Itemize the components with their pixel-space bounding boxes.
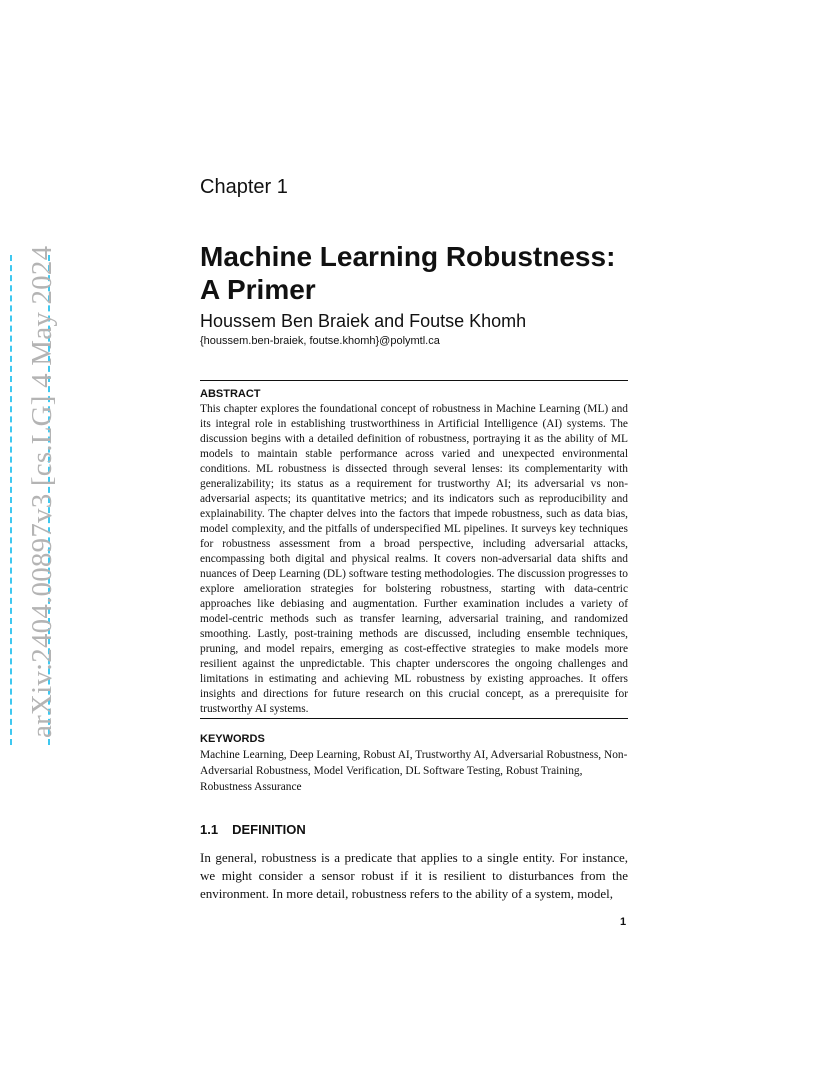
paper-title-line-1: Machine Learning Robustness:	[200, 241, 616, 272]
abstract-bottom-rule	[200, 718, 628, 719]
page-number: 1	[620, 916, 627, 928]
keywords-heading: KEYWORDS	[200, 733, 265, 745]
section-heading	[200, 822, 306, 837]
section-body-text: In general, robustness is a predicate that applies to a single entity. For instance, we might consider a sensor robust if it is resilient to disturbances from the environment. In more detail, robustness refers to the ability of a system, model,	[200, 850, 628, 901]
authors: Houssem Ben Braiek and Foutse Khomh	[200, 311, 527, 331]
keywords-text: Machine Learning, Deep Learning, Robust AI, Trustworthy AI, Adversarial Robustness, Non-Adversarial Robustness, Model Verification, DL Software Testing, Robust Training, Robustness Assurance	[200, 749, 628, 793]
paper-title-line-2: A Primer	[200, 274, 316, 305]
paper-title	[200, 240, 660, 306]
abstract-top-rule	[200, 380, 628, 381]
section-title: DEFINITION	[232, 822, 306, 837]
arxiv-stamp: arXiv:2404.00897v3 [cs.LG] 4 May 2024	[26, 245, 58, 738]
abstract-text: This chapter explores the foundational concept of robustness in Machine Learning (ML) and its integral role in establishing trustworthiness in Artificial Intelligence (AI) systems. The discussion begins with a detailed definition of robustness, portraying it as the ability of ML models to maintain stable performance across varied and unexpected environmental conditions. ML robustness is dissected through several lenses: its complementarity with generalizability; its status as a requirement for trustworthy AI; its adversarial vs non-adversarial aspects; its quantitative metrics; and its indicators such as reproducibility and explainability. The chapter delves into the factors that impede robustness, such as data bias, model complexity, and the pitfalls of underspecified ML pipelines. It surveys key techniques for robustness assessment from a broad perspective, including adversarial attacks, encompassing both digital and physical realms. It covers non-adversarial data shifts and nuances of Deep Learning (DL) software testing methodologies. The discussion progresses to explore amelioration strategies for bolstering robustness, starting with data-centric approaches like debiasing and augmentation. Further examination includes a variety of model-centric methods such as transfer learning, adversarial training, and randomized smoothing. Lastly, post-training methods are discussed, including ensemble techniques, pruning, and model repairs, emerging as cost-effective strategies to make models more resilient against the unpredictable. This chapter underscores the ongoing challenges and limitations in estimating and achieving ML robustness by existing approaches. It offers insights and directions for future research on this crucial concept, as a prerequisite for trustworthy AI systems.	[200, 403, 628, 715]
section-number: 1.1	[200, 822, 219, 837]
chapter-label: Chapter 1	[200, 176, 288, 198]
author-emails: {houssem.ben-braiek, foutse.khomh}@polymtl.ca	[200, 335, 440, 347]
abstract-heading: ABSTRACT	[200, 388, 261, 400]
